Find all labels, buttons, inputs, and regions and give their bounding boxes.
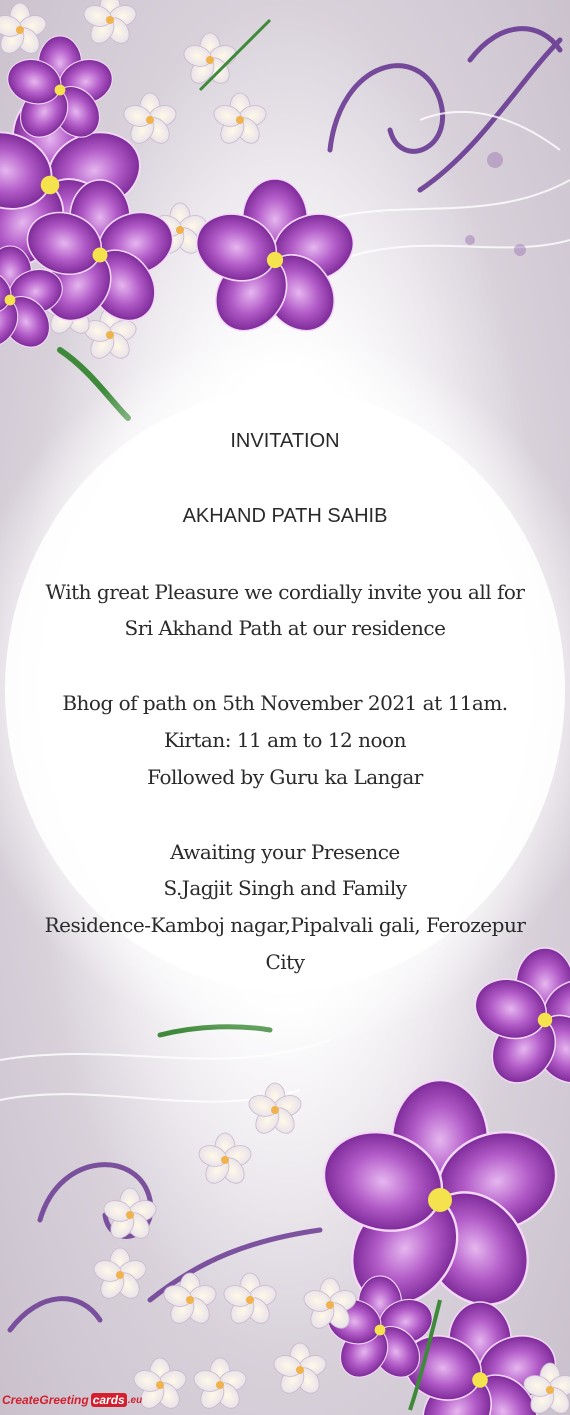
invitation-title: INVITATION (230, 430, 340, 452)
logo-text-eu: .eu (127, 1394, 143, 1406)
event-name: AKHAND PATH SAHIB (182, 505, 388, 527)
address-line-1: Residence-Kamboj nagar,Pipalvali gali, Ferozepur (44, 913, 526, 937)
kirtan-details: Kirtan: 11 am to 12 noon (164, 728, 406, 752)
logo-text-createGreeting: CreateGreeting (2, 1393, 89, 1407)
invite-line-2: Sri Akhand Path at our residence (124, 616, 446, 640)
bhog-details: Bhog of path on 5th November 2021 at 11am. (62, 691, 508, 715)
address-line-2: City (265, 950, 305, 974)
logo-text-cards: cards (92, 1393, 125, 1407)
langar-details: Followed by Guru ka Langar (147, 765, 423, 789)
site-logo[interactable] (2, 1388, 142, 1412)
awaiting-line: Awaiting your Presence (170, 840, 400, 864)
invite-line-1: With great Pleasure we cordially invite you all for (45, 580, 525, 604)
host-name: S.Jagjit Singh and Family (163, 876, 407, 900)
